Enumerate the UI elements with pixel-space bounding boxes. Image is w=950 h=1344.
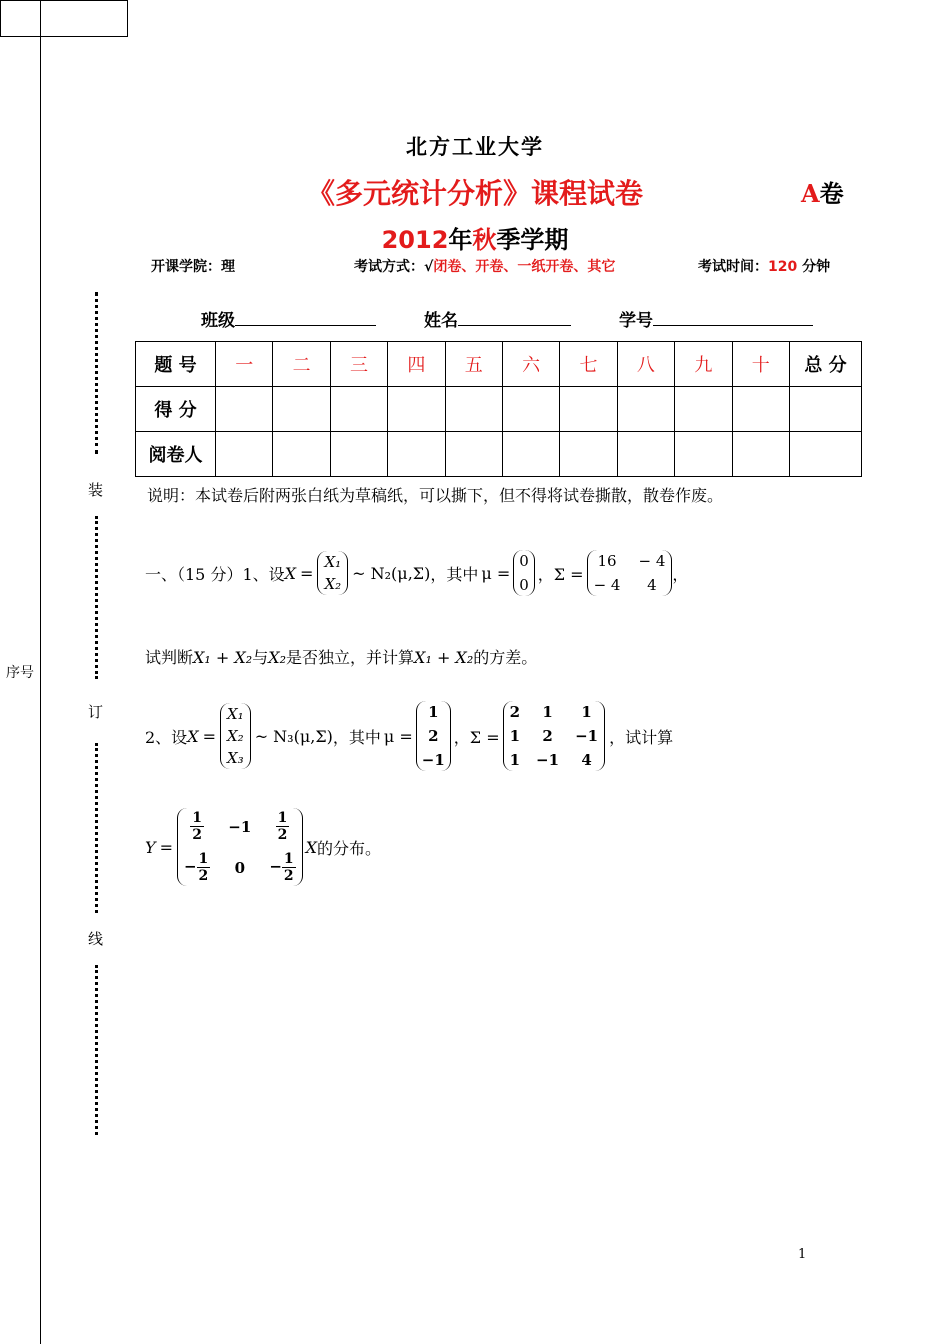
score-cell[interactable]: [732, 387, 789, 432]
p2-sigma-matrix: [503, 701, 605, 771]
exam-title-text: 《多元统计分析》课程试卷: [306, 177, 643, 210]
grader-cell[interactable]: [560, 432, 617, 477]
matrix-entry: 1: [542, 703, 553, 721]
score-row: [136, 387, 862, 432]
matrix-entry: −1: [228, 817, 252, 836]
binding-char-xian: 线: [88, 930, 104, 948]
score-cell[interactable]: [617, 387, 674, 432]
matrix-entry: X₁: [226, 705, 244, 723]
matrix-entry: 1: [428, 703, 439, 721]
p2-end: ，试计算: [609, 727, 674, 747]
matrix-entry: − 4: [593, 576, 621, 594]
exam-time-label: 考试时间：: [698, 259, 768, 275]
row-label-grader: 阅卷人: [136, 432, 216, 477]
p1-mu-symbol: μ =: [481, 563, 511, 583]
matrix-entry: 2: [428, 727, 439, 745]
total-score-header: 总 分: [790, 342, 862, 387]
exam-mode-info: [354, 256, 615, 276]
grader-cell[interactable]: [675, 432, 732, 477]
p1-prefix: 一、（15 分）1、设: [145, 564, 285, 584]
serial-number-box: [0, 0, 128, 681]
name-field[interactable]: [458, 311, 571, 326]
p2-random-vector: [220, 703, 251, 769]
matrix-entry: X₂: [226, 727, 244, 745]
p1-expr-x2: X₂: [268, 648, 287, 667]
score-cell[interactable]: [560, 387, 617, 432]
college-info: [151, 256, 235, 276]
matrix-entry-neg-fraction: − $\frac{1}{2}$: [269, 851, 294, 884]
p2-prefix: 2、设: [145, 727, 188, 747]
matrix-entry: 1: [509, 751, 521, 769]
grader-cell[interactable]: [617, 432, 674, 477]
p1-mid: ，其中: [430, 564, 479, 584]
p2-transform-matrix: [177, 808, 303, 886]
p1-distribution: ~ N₂(μ,Σ): [352, 563, 431, 583]
grader-row: [136, 432, 862, 477]
p2-mu-symbol: μ =: [383, 726, 413, 746]
p1-sigma-matrix: [587, 550, 673, 596]
score-cell[interactable]: [675, 387, 732, 432]
paper-version-suffix: 卷: [819, 180, 844, 208]
matrix-entry: −1: [575, 727, 599, 745]
p1-line2-d: 的方差。: [473, 648, 538, 667]
binding-char-ding: 订: [88, 703, 104, 721]
matrix-entry: 4: [647, 576, 657, 594]
problem-1-question: [145, 645, 537, 668]
paper-version-letter: A: [801, 179, 820, 208]
grader-cell[interactable]: [330, 432, 387, 477]
p1-sigma-symbol: ，Σ =: [537, 564, 584, 584]
p1-random-vector: [317, 551, 348, 595]
grader-cell[interactable]: [273, 432, 330, 477]
total-score-cell[interactable]: [790, 387, 862, 432]
matrix-entry: 0: [519, 552, 529, 570]
question-10-header: 十: [732, 342, 789, 387]
page-number: 1: [798, 1247, 807, 1262]
serial-number-label: 序号: [0, 0, 41, 1344]
matrix-entry: 2: [509, 703, 521, 721]
problem-2-statement: [145, 701, 673, 771]
name-label: 姓名: [424, 311, 458, 331]
term-year: 2012: [381, 226, 449, 254]
binding-dotted-line-4: [95, 965, 98, 1135]
student-id-label: 学号: [619, 311, 653, 331]
binding-dotted-line-2: [95, 516, 98, 679]
total-grader-cell[interactable]: [790, 432, 862, 477]
grader-cell[interactable]: [445, 432, 502, 477]
score-cell[interactable]: [216, 387, 273, 432]
binding-char-zhuang: 装: [88, 481, 104, 499]
grader-cell[interactable]: [388, 432, 445, 477]
exam-mode-options: 闭卷、开卷、一纸开卷、其它: [433, 259, 616, 275]
p2-eq: =: [202, 726, 216, 746]
p1-end: ，: [672, 564, 689, 584]
matrix-entry: X₃: [226, 749, 244, 767]
matrix-entry: 16: [597, 552, 617, 570]
exam-time-value: 120: [768, 259, 798, 275]
question-8-header: 八: [617, 342, 674, 387]
matrix-entry: 0: [234, 858, 246, 877]
score-cell[interactable]: [273, 387, 330, 432]
p2-Y: Y: [145, 837, 156, 857]
p1-X: X: [284, 563, 297, 583]
p1-line2-c: 是否独立，并计算: [286, 648, 415, 667]
grader-cell[interactable]: [216, 432, 273, 477]
p2-mid: ，其中: [332, 727, 381, 747]
grader-cell[interactable]: [502, 432, 559, 477]
p2-Y-eq: =: [159, 837, 173, 857]
question-2-header: 二: [273, 342, 330, 387]
p1-line2-a: 试判断: [145, 648, 194, 667]
score-table: [135, 341, 862, 477]
p2-mu-vector: [416, 701, 451, 771]
question-7-header: 七: [560, 342, 617, 387]
college-label: 开课学院：: [151, 259, 221, 275]
matrix-entry: 0: [519, 576, 529, 594]
university-name: 北方工业大学: [406, 135, 544, 159]
p2-tail: 的分布。: [317, 838, 382, 858]
binding-dotted-line-1: [95, 292, 98, 454]
term-line: [0, 220, 950, 255]
question-number-row: [136, 342, 862, 387]
student-fields: [201, 306, 813, 331]
score-cell[interactable]: [388, 387, 445, 432]
matrix-entry: X₁: [324, 553, 342, 571]
matrix-entry-fraction: $\frac{1}{2}$: [192, 810, 202, 843]
score-cell[interactable]: [445, 387, 502, 432]
matrix-entry: −1: [421, 751, 445, 769]
college-value: 理: [221, 259, 235, 275]
matrix-entry: 1: [509, 727, 521, 745]
row-label-score: 得 分: [136, 387, 216, 432]
question-6-header: 六: [502, 342, 559, 387]
matrix-entry: 4: [581, 751, 592, 769]
p2-X: X: [187, 726, 199, 746]
paper-version: [801, 174, 844, 209]
problem-2-transform: [145, 808, 381, 886]
exam-mode-check: √: [424, 259, 434, 275]
p1-eq: =: [300, 563, 314, 583]
term-season: 秋: [472, 226, 497, 254]
exam-mode-label: 考试方式：: [354, 259, 424, 275]
row-label-question-no: 题 号: [136, 342, 216, 387]
class-label: 班级: [201, 311, 235, 331]
score-cell[interactable]: [502, 387, 559, 432]
class-field[interactable]: [235, 311, 376, 326]
question-1-header: 一: [216, 342, 273, 387]
matrix-entry: X₂: [324, 575, 342, 593]
student-id-field[interactable]: [653, 311, 813, 326]
term-nian: 年: [448, 226, 473, 254]
question-9-header: 九: [675, 342, 732, 387]
instructions: 说明：本试卷后附两张白纸为草稿纸，可以撕下，但不得将试卷撕散，散卷作废。: [147, 486, 724, 505]
matrix-entry-neg-fraction: − $\frac{1}{2}$: [183, 851, 209, 884]
p2-sigma-symbol: ，Σ =: [453, 727, 500, 747]
p1-expr-sum: X₁ + X₂: [193, 648, 253, 667]
matrix-entry: 1: [581, 703, 592, 721]
exam-time-unit: 分钟: [802, 259, 831, 275]
matrix-entry: 2: [542, 727, 553, 745]
p2-distribution: ~ N₃(μ,Σ): [254, 726, 333, 746]
question-3-header: 三: [330, 342, 387, 387]
p1-mu-vector: [513, 550, 535, 596]
p1-line2-b: 与: [252, 648, 269, 667]
term-rest: 季学期: [496, 226, 569, 254]
p2-tail-X: X: [305, 837, 318, 857]
binding-dotted-line-3: [95, 743, 98, 913]
matrix-entry: − 4: [638, 552, 666, 570]
exam-time-info: [698, 256, 830, 276]
score-cell[interactable]: [330, 387, 387, 432]
problem-1-statement: [145, 550, 688, 596]
matrix-entry-fraction: $\frac{1}{2}$: [277, 810, 288, 843]
question-4-header: 四: [388, 342, 445, 387]
question-5-header: 五: [445, 342, 502, 387]
grader-cell[interactable]: [732, 432, 789, 477]
p1-expr-sum-2: X₁ + X₂: [414, 648, 474, 667]
matrix-entry: −1: [536, 751, 560, 769]
